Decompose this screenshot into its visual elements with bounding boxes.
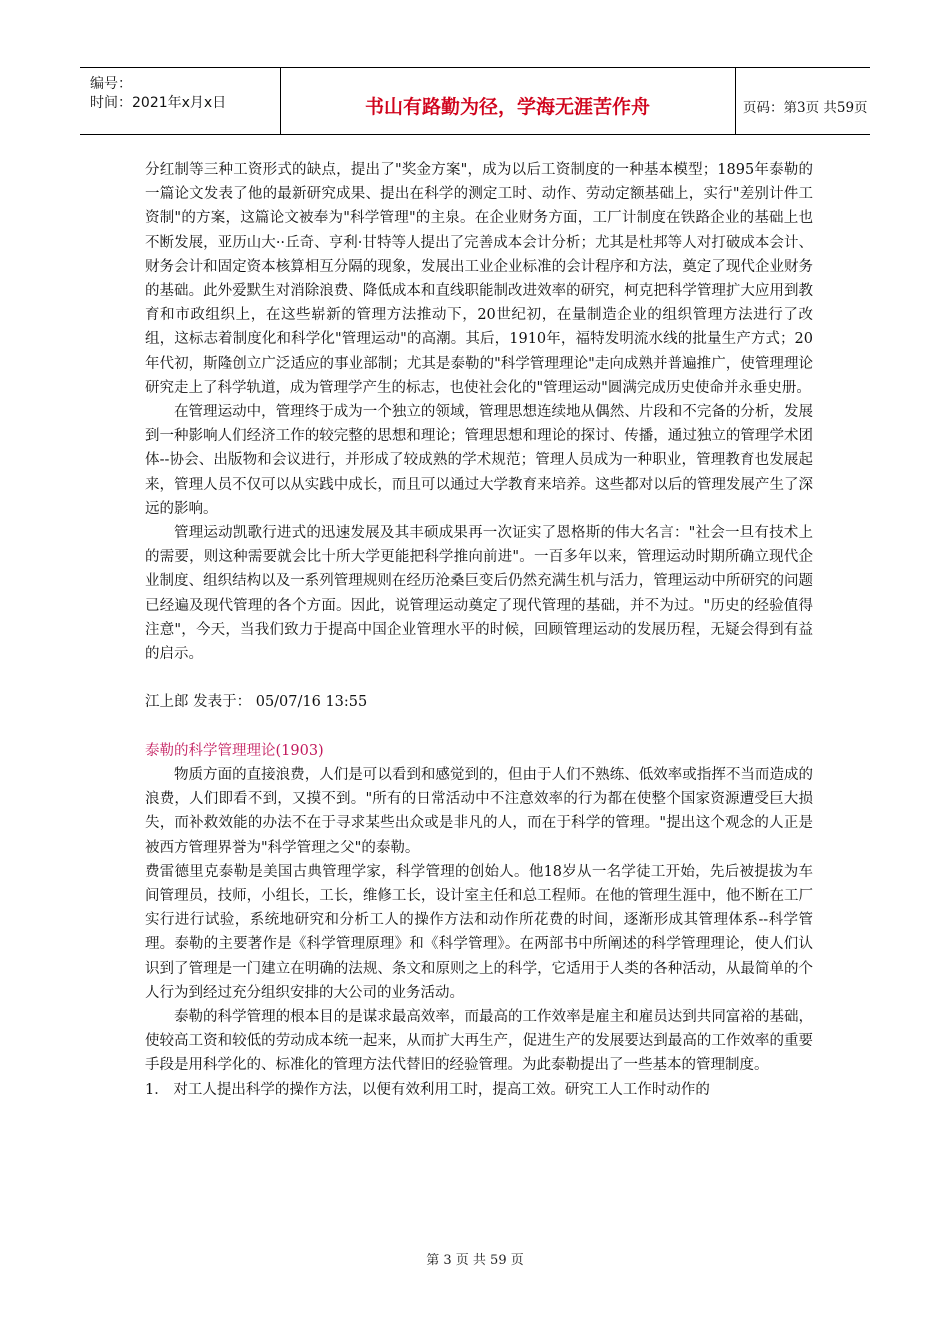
page-header [80, 67, 870, 135]
header-motto: 书山有路勤为径，学海无涯苦作舟 [364, 96, 650, 118]
section-title[interactable]: 泰勒的科学管理理论(1903) [145, 742, 324, 759]
paragraph-6: 泰勒的科学管理的根本目的是谋求最高效率，而最高的工作效率是雇主和雇员达到共同富裕的基础，使较高工资和较低的劳动成本统一起来，从而扩大再生产，促进生产的发展要达到最高的工作效率的重要手段是用科学化的、标准化的管理方法代替旧的经验管理。为此泰勒提出了一些基本的管理制度。 [145, 1009, 813, 1074]
paragraph-1: 分红制等三种工资形式的缺点，提出了"奖金方案"，成为以后工资制度的一种基本模型；1895年泰勒的一篇论文发表了他的最新研究成果、提出在科学的测定工时、动作、劳动定额基础上，实行"差别计件工资制"的方案，这篇论文被奉为"科学管理"的主泉。在企业财务方面，工厂计制度在铁路企业的基础上也不断发展，亚历山大··丘奇、亨利·甘特等人提出了完善成本会计分析；尤其是杜邦等人对打破成本会计、财务会计和固定资本核算相互分隔的现象，发展出工业企业标准的会计程序和方法，奠定了现代企业财务的基础。此外爱默生对消除浪费、降低成本和直线职能制改进效率的研究，柯克把科学管理扩大应用到教育和市政组织上，在这些崭新的管理方法推动下，20世纪初，在量制造企业的组织管理方法进行了改组，这标志着制度化和科学化"管理运动"的高潮。其后，1910年，福特发明流水线的批量生产方式；20年代初，斯隆创立广泛适应的事业部制；尤其是泰勒的"科学管理理论"走向成熟并普遍推广，使管理理论研究走上了科学轨道，成为管理学产生的标志，也使社会化的"管理运动"圆满完成历史使命并永垂史册。 [145, 162, 813, 396]
document-time-label: 时间：2021年x月x日 [90, 95, 227, 111]
paragraph-7: 1． 对工人提出科学的操作方法，以便有效利用工时，提高工效。研究工人工作时动作的 [145, 1081, 710, 1098]
spacer [145, 715, 813, 739]
paragraph-3: 管理运动凯歌行进式的迅速发展及其丰硕成果再一次证实了恩格斯的伟大名言："社会一旦有技术上的需要，则这种需要就会比十所大学更能把科学推向前进"。一百多年以来，管理运动时期所确立现代企业制度、组织结构以及一系列管理规则在经历沧桑巨变后仍然充满生机与活力，管理运动中所研究的问题已经遍及现代管理的各个方面。因此，说管理运动奠定了现代管理的基础，并不为过。"历史的经验值得注意"，今天，当我们致力于提高中国企业管理水平的时候，回顾管理运动的发展历程，无疑会得到有益的启示。 [145, 525, 813, 663]
header-page-cell [735, 68, 870, 134]
paragraph-2: 在管理运动中，管理终于成为一个独立的领域，管理思想连续地从偶然、片段和不完备的分析，发展到一种影响人们经济工作的较完整的思想和理论；管理思想和理论的探讨、传播，通过独立的管理学术团体--协会、出版物和会议进行，并形成了较成熟的学术规范；管理人员成为一种职业，管理教育也发展起来，管理人员不仅可以从实践中成长，而且可以通过大学教育来培养。这些都对以后的管理发展产生了深远的影响。 [145, 404, 813, 517]
document-body [145, 158, 813, 1102]
header-motto-cell [280, 68, 736, 134]
post-meta: 江上郎 发表于： 05/07/16 13:55 [145, 694, 368, 711]
paragraph-4: 物质方面的直接浪费，人们是可以看到和感觉到的，但由于人们不熟练、低效率或指挥不当而造成的浪费，人们即看不到，又摸不到。"所有的日常活动中不注意效率的行为都在使整个国家资源遭受巨大损失，而补救效能的办法不在于寻求某些出众或是非凡的人，而在于科学的管理。"提出这个观念的人正是被西方管理界誉为"科学管理之父"的泰勒。 [145, 767, 813, 856]
header-page-info: 页码：第3页 共59页 [743, 100, 868, 116]
document-number-label: 编号： [90, 76, 132, 92]
page-footer: 第 3 页 共 59 页 [426, 1253, 524, 1268]
header-meta-cell [80, 68, 281, 134]
paragraph-5: 费雷德里克泰勒是美国古典管理学家，科学管理的创始人。他18岁从一名学徒工开始，先后被提拔为车间管理员，技师，小组长，工长，维修工长，设计室主任和总工程师。在他的管理生涯中，他不断在工厂实行进行试验，系统地研究和分析工人的操作方法和动作所花费的时间，逐渐形成其管理体系--科学管理。泰勒的主要著作是《科学管理原理》和《科学管理》。在两部书中所阐述的科学管理理论，使人们认识到了管理是一门建立在明确的法规、条文和原则之上的科学，它适用于人类的各种活动，从最简单的个人行为到经过充分组织安排的大公司的业务活动。 [145, 863, 813, 1001]
spacer [145, 666, 813, 690]
